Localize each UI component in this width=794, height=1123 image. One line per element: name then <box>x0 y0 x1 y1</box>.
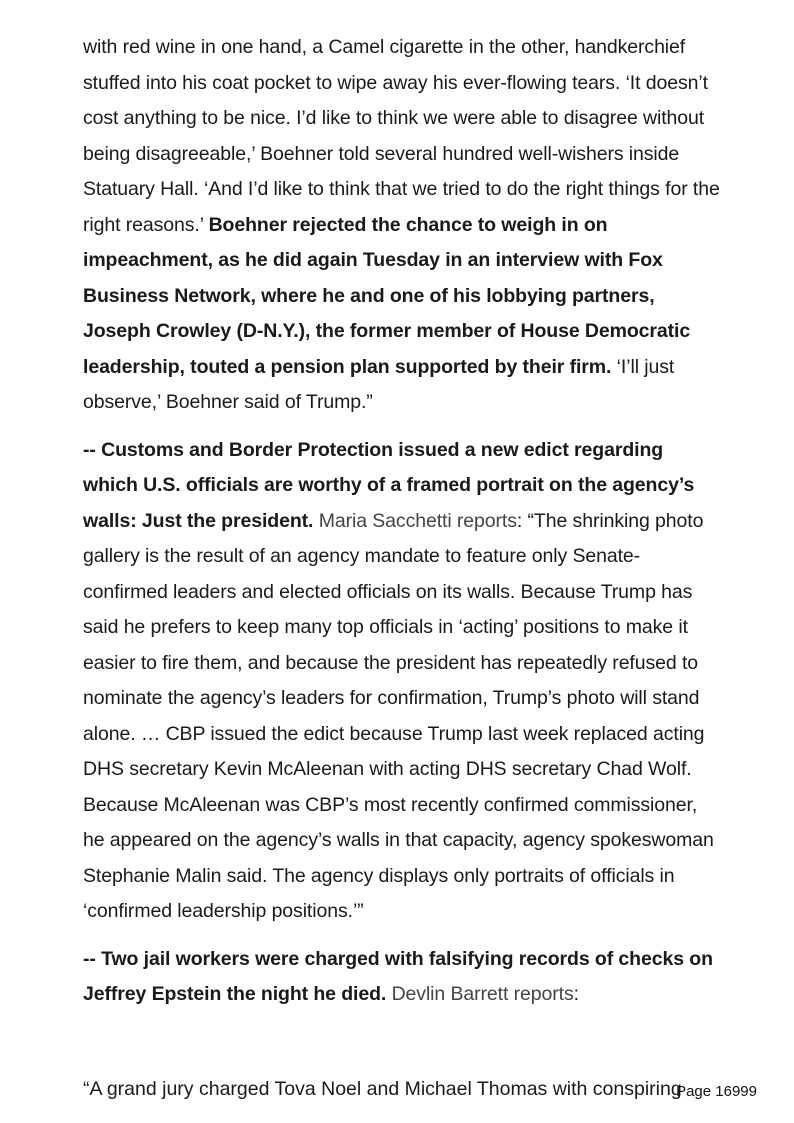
article-body <box>83 30 723 1025</box>
reporter-link[interactable]: Maria Sacchetti reports <box>318 509 517 532</box>
bold-text-run: Boehner rejected the chance to weigh in on impeachment, as he did again Tuesday in an interview with Fox Business Network, where he and one of his lobbying partners, Joseph Crowley (D-N.Y.), the former member of House Democratic leadership, touted a pension plan supported by their firm. <box>83 213 691 378</box>
text-run: ‘I’ll just observe,’ Boehner said of Trump.” <box>83 355 675 413</box>
text-run: : <box>573 983 579 1005</box>
paragraph-boehner <box>83 30 723 421</box>
cut-off-text: “A grand jury charged Tova Noel and Michael Thomas with conspiring <box>83 1078 682 1100</box>
paragraph-cbp <box>83 433 723 930</box>
bold-text-run: -- Customs and Border Protection issued a new edict regarding which U.S. officials are worthy of a framed portrait on the agency’s walls: Just the president. <box>83 438 695 532</box>
text-run: : “The shrinking photo gallery is the result of an agency mandate to feature only Senate-confirmed leaders and elected officials on its walls. Because Trump has said he prefers to keep many top officials in ‘acting’ positions to make it easier to fire them, and because the president has repeatedly refused to nominate the agency’s leaders for confirmation, Trump’s photo will stand alone. … CBP issued the edict because Trump last week replaced acting DHS secretary Kevin McAleenan with acting DHS secretary Chad Wolf. Because McAleenan was CBP’s most recently confirmed commissioner, he appeared on the agency’s walls in that capacity, agency spokeswoman Stephanie Malin said. The agency displays only portraits of officials in ‘confirmed leadership positions.’” <box>83 509 714 922</box>
reporter-link[interactable]: Devlin Barrett reports <box>391 983 574 1005</box>
bold-text-run: -- Two jail workers were charged with falsifying records of checks on Jeffrey Epstein the night he died. <box>83 947 713 1005</box>
text-run: with red wine in one hand, a Camel cigarette in the other, handkerchief stuffed into his coat pocket to wipe away his ever-flowing tears. ‘It doesn’t cost anything to be nice. I’d like to think we were able to disagree without being disagreeable,’ Boehner told several hundred well-wishers inside Statuary Hall. ‘And I’d like to think that we tried to do the right things for the right reasons.’ <box>83 36 720 236</box>
page-number: Page 16999 <box>676 1083 757 1100</box>
paragraph-epstein <box>83 942 723 1013</box>
